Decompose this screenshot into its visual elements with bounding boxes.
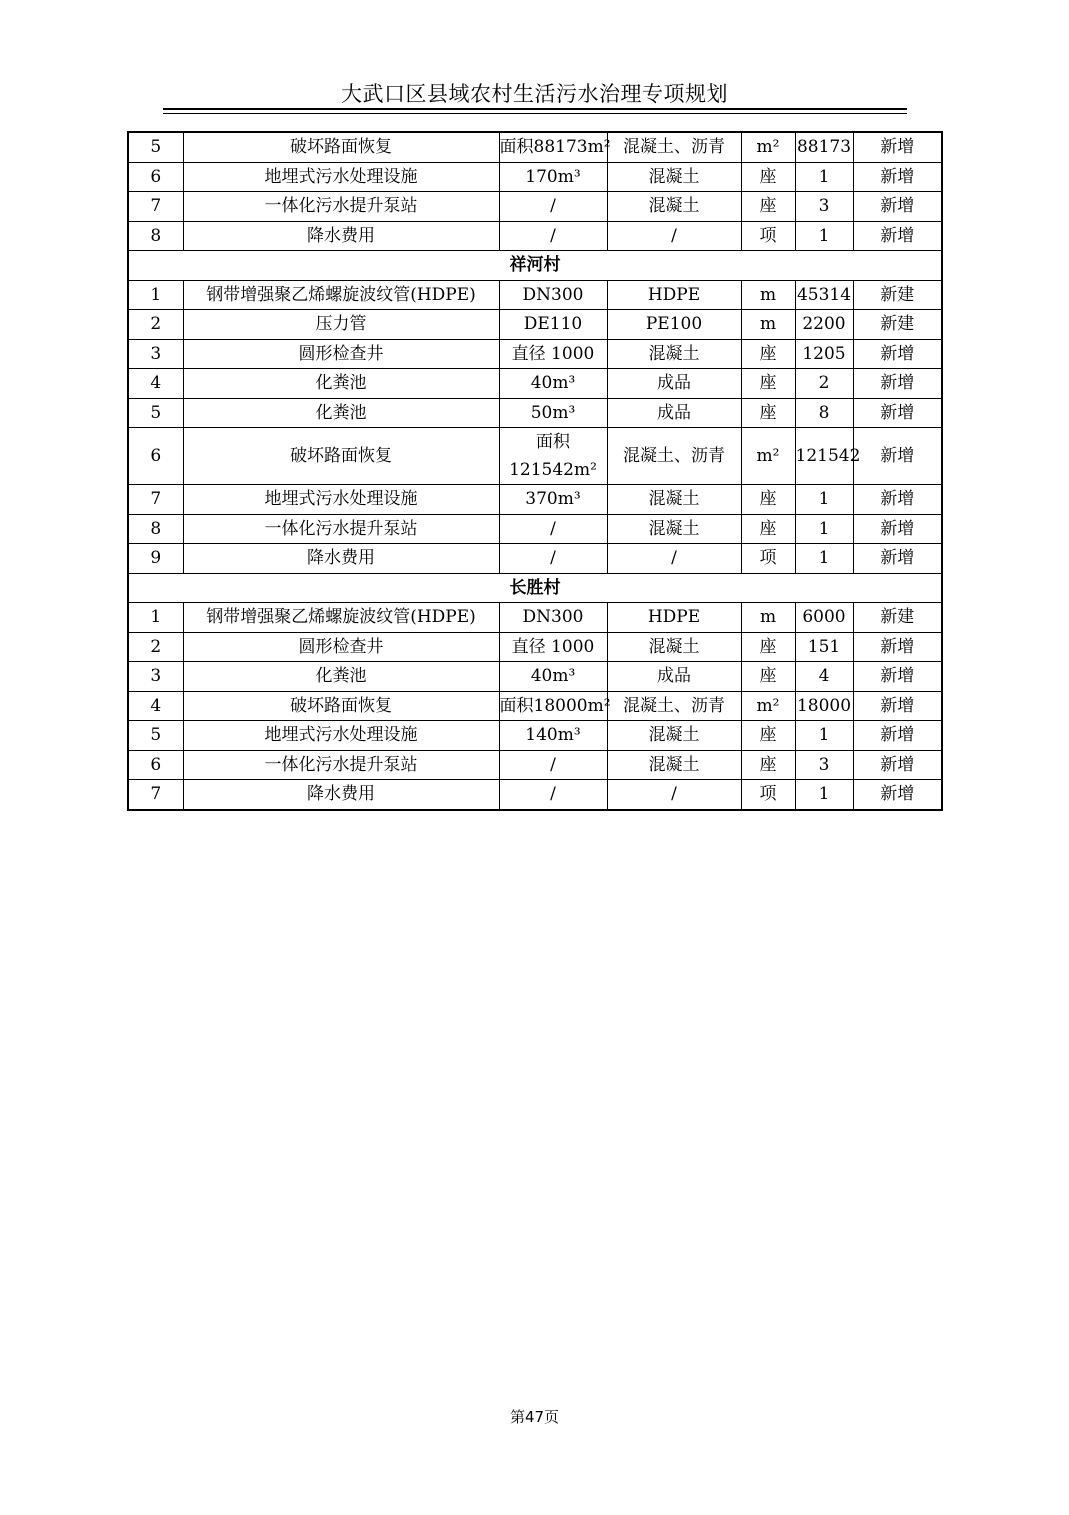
item-material: 混凝土 bbox=[607, 192, 741, 222]
item-note: 新建 bbox=[853, 310, 942, 340]
item-note: 新增 bbox=[853, 691, 942, 721]
item-quantity: 121542 bbox=[795, 428, 853, 485]
item-unit: m bbox=[741, 603, 795, 633]
item-material: HDPE bbox=[607, 603, 741, 633]
item-note: 新增 bbox=[853, 398, 942, 428]
item-material: 混凝土 bbox=[607, 750, 741, 780]
item-spec: 直径 1000 bbox=[499, 339, 607, 369]
row-number: 2 bbox=[128, 310, 183, 340]
item-material: 混凝土 bbox=[607, 162, 741, 192]
table-row bbox=[128, 369, 942, 399]
item-note: 新增 bbox=[853, 662, 942, 692]
item-quantity: 18000 bbox=[795, 691, 853, 721]
item-unit: 座 bbox=[741, 750, 795, 780]
row-number: 3 bbox=[128, 339, 183, 369]
item-material: / bbox=[607, 221, 741, 251]
item-name: 压力管 bbox=[183, 310, 499, 340]
item-spec: / bbox=[499, 780, 607, 810]
item-unit: 座 bbox=[741, 662, 795, 692]
table-row bbox=[128, 780, 942, 810]
item-material: 混凝土 bbox=[607, 632, 741, 662]
item-spec: 140m³ bbox=[499, 721, 607, 751]
item-material: 混凝土 bbox=[607, 339, 741, 369]
row-number: 5 bbox=[128, 132, 183, 162]
table-row bbox=[128, 632, 942, 662]
page-number: 第47页 bbox=[509, 1408, 560, 1426]
item-material: HDPE bbox=[607, 280, 741, 310]
item-spec: 直径 1000 bbox=[499, 632, 607, 662]
item-unit: 座 bbox=[741, 192, 795, 222]
table-row bbox=[128, 339, 942, 369]
item-unit: 座 bbox=[741, 485, 795, 515]
row-number: 4 bbox=[128, 369, 183, 399]
item-note: 新增 bbox=[853, 132, 942, 162]
item-note: 新增 bbox=[853, 750, 942, 780]
item-note: 新增 bbox=[853, 339, 942, 369]
item-spec: 40m³ bbox=[499, 369, 607, 399]
item-material: 混凝土 bbox=[607, 485, 741, 515]
item-unit: m bbox=[741, 280, 795, 310]
row-number: 8 bbox=[128, 514, 183, 544]
item-quantity: 1 bbox=[795, 780, 853, 810]
item-note: 新增 bbox=[853, 428, 942, 485]
item-quantity: 1 bbox=[795, 544, 853, 574]
item-name: 降水费用 bbox=[183, 221, 499, 251]
item-spec: 面积 121542m² bbox=[499, 428, 607, 485]
item-spec: DE110 bbox=[499, 310, 607, 340]
item-spec: DN300 bbox=[499, 603, 607, 633]
item-quantity: 3 bbox=[795, 192, 853, 222]
item-note: 新增 bbox=[853, 369, 942, 399]
item-material: PE100 bbox=[607, 310, 741, 340]
item-material: 混凝土 bbox=[607, 721, 741, 751]
row-number: 5 bbox=[128, 721, 183, 751]
item-material: 混凝土、沥青 bbox=[607, 691, 741, 721]
item-unit: 座 bbox=[741, 721, 795, 751]
row-number: 8 bbox=[128, 221, 183, 251]
item-name: 一体化污水提升泵站 bbox=[183, 192, 499, 222]
table-row bbox=[128, 662, 942, 692]
item-unit: 项 bbox=[741, 221, 795, 251]
header-rule-thin bbox=[163, 113, 907, 114]
item-unit: m bbox=[741, 310, 795, 340]
item-spec: 面积88173m² bbox=[499, 132, 607, 162]
item-name: 钢带增强聚乙烯螺旋波纹管(HDPE) bbox=[183, 603, 499, 633]
item-note: 新增 bbox=[853, 221, 942, 251]
item-name: 降水费用 bbox=[183, 544, 499, 574]
item-unit: 项 bbox=[741, 544, 795, 574]
table-row bbox=[128, 721, 942, 751]
table-row bbox=[128, 544, 942, 574]
table-row bbox=[128, 280, 942, 310]
item-material: / bbox=[607, 780, 741, 810]
row-number: 2 bbox=[128, 632, 183, 662]
item-name: 钢带增强聚乙烯螺旋波纹管(HDPE) bbox=[183, 280, 499, 310]
item-spec: / bbox=[499, 750, 607, 780]
item-spec: / bbox=[499, 544, 607, 574]
table-row bbox=[128, 485, 942, 515]
item-note: 新增 bbox=[853, 632, 942, 662]
item-note: 新增 bbox=[853, 780, 942, 810]
item-name: 降水费用 bbox=[183, 780, 499, 810]
item-name: 化粪池 bbox=[183, 398, 499, 428]
row-number: 3 bbox=[128, 662, 183, 692]
row-number: 1 bbox=[128, 603, 183, 633]
table-row bbox=[128, 398, 942, 428]
item-name: 圆形检查井 bbox=[183, 339, 499, 369]
item-name: 圆形检查井 bbox=[183, 632, 499, 662]
item-quantity: 2 bbox=[795, 369, 853, 399]
item-note: 新增 bbox=[853, 544, 942, 574]
item-unit: 项 bbox=[741, 780, 795, 810]
header-rule-thick bbox=[163, 108, 907, 110]
row-number: 7 bbox=[128, 192, 183, 222]
item-material: 成品 bbox=[607, 662, 741, 692]
item-name: 化粪池 bbox=[183, 369, 499, 399]
item-name: 地埋式污水处理设施 bbox=[183, 162, 499, 192]
row-number: 4 bbox=[128, 691, 183, 721]
item-note: 新增 bbox=[853, 192, 942, 222]
row-number: 5 bbox=[128, 398, 183, 428]
item-name: 一体化污水提升泵站 bbox=[183, 514, 499, 544]
item-unit: m² bbox=[741, 428, 795, 485]
item-spec: DN300 bbox=[499, 280, 607, 310]
item-spec: / bbox=[499, 221, 607, 251]
item-note: 新增 bbox=[853, 485, 942, 515]
item-name: 化粪池 bbox=[183, 662, 499, 692]
item-material: 混凝土、沥青 bbox=[607, 428, 741, 485]
item-quantity: 6000 bbox=[795, 603, 853, 633]
item-name: 一体化污水提升泵站 bbox=[183, 750, 499, 780]
item-note: 新增 bbox=[853, 162, 942, 192]
item-unit: 座 bbox=[741, 162, 795, 192]
item-quantity: 1 bbox=[795, 514, 853, 544]
table-row bbox=[128, 221, 942, 251]
item-quantity: 1 bbox=[795, 721, 853, 751]
item-name: 破坏路面恢复 bbox=[183, 428, 499, 485]
section-title: 祥河村 bbox=[128, 251, 942, 281]
item-spec: 170m³ bbox=[499, 162, 607, 192]
item-note: 新建 bbox=[853, 603, 942, 633]
item-spec: 50m³ bbox=[499, 398, 607, 428]
item-quantity: 1 bbox=[795, 221, 853, 251]
row-number: 9 bbox=[128, 544, 183, 574]
item-unit: m² bbox=[741, 691, 795, 721]
table-row bbox=[128, 192, 942, 222]
item-unit: m² bbox=[741, 132, 795, 162]
row-number: 6 bbox=[128, 750, 183, 780]
item-unit: 座 bbox=[741, 514, 795, 544]
table-row bbox=[128, 162, 942, 192]
section-header-row bbox=[128, 573, 942, 603]
table-row bbox=[128, 428, 942, 485]
item-quantity: 88173 bbox=[795, 132, 853, 162]
row-number: 6 bbox=[128, 162, 183, 192]
row-number: 7 bbox=[128, 485, 183, 515]
item-note: 新增 bbox=[853, 721, 942, 751]
item-quantity: 8 bbox=[795, 398, 853, 428]
row-number: 1 bbox=[128, 280, 183, 310]
item-material: 混凝土、沥青 bbox=[607, 132, 741, 162]
item-spec: / bbox=[499, 514, 607, 544]
table-row bbox=[128, 310, 942, 340]
item-unit: 座 bbox=[741, 632, 795, 662]
engineering-quantity-table bbox=[127, 131, 943, 811]
item-unit: 座 bbox=[741, 369, 795, 399]
item-quantity: 2200 bbox=[795, 310, 853, 340]
item-quantity: 1 bbox=[795, 485, 853, 515]
row-number: 7 bbox=[128, 780, 183, 810]
table-body bbox=[128, 132, 942, 810]
item-quantity: 45314 bbox=[795, 280, 853, 310]
table-row bbox=[128, 132, 942, 162]
item-spec: 面积18000m² bbox=[499, 691, 607, 721]
item-note: 新增 bbox=[853, 514, 942, 544]
item-spec: 40m³ bbox=[499, 662, 607, 692]
item-name: 地埋式污水处理设施 bbox=[183, 485, 499, 515]
item-material: 混凝土 bbox=[607, 514, 741, 544]
item-note: 新建 bbox=[853, 280, 942, 310]
section-header-row bbox=[128, 251, 942, 281]
table-row bbox=[128, 514, 942, 544]
item-quantity: 1 bbox=[795, 162, 853, 192]
item-quantity: 1205 bbox=[795, 339, 853, 369]
page-header-title: 大武口区县域农村生活污水治理专项规划 bbox=[341, 82, 728, 106]
row-number: 6 bbox=[128, 428, 183, 485]
section-title: 长胜村 bbox=[128, 573, 942, 603]
item-unit: 座 bbox=[741, 339, 795, 369]
item-spec: / bbox=[499, 192, 607, 222]
table-row bbox=[128, 750, 942, 780]
item-material: 成品 bbox=[607, 398, 741, 428]
item-name: 地埋式污水处理设施 bbox=[183, 721, 499, 751]
item-quantity: 3 bbox=[795, 750, 853, 780]
item-name: 破坏路面恢复 bbox=[183, 691, 499, 721]
item-quantity: 151 bbox=[795, 632, 853, 662]
item-name: 破坏路面恢复 bbox=[183, 132, 499, 162]
item-material: / bbox=[607, 544, 741, 574]
table-row bbox=[128, 691, 942, 721]
item-unit: 座 bbox=[741, 398, 795, 428]
table-row bbox=[128, 603, 942, 633]
item-spec: 370m³ bbox=[499, 485, 607, 515]
item-material: 成品 bbox=[607, 369, 741, 399]
item-quantity: 4 bbox=[795, 662, 853, 692]
